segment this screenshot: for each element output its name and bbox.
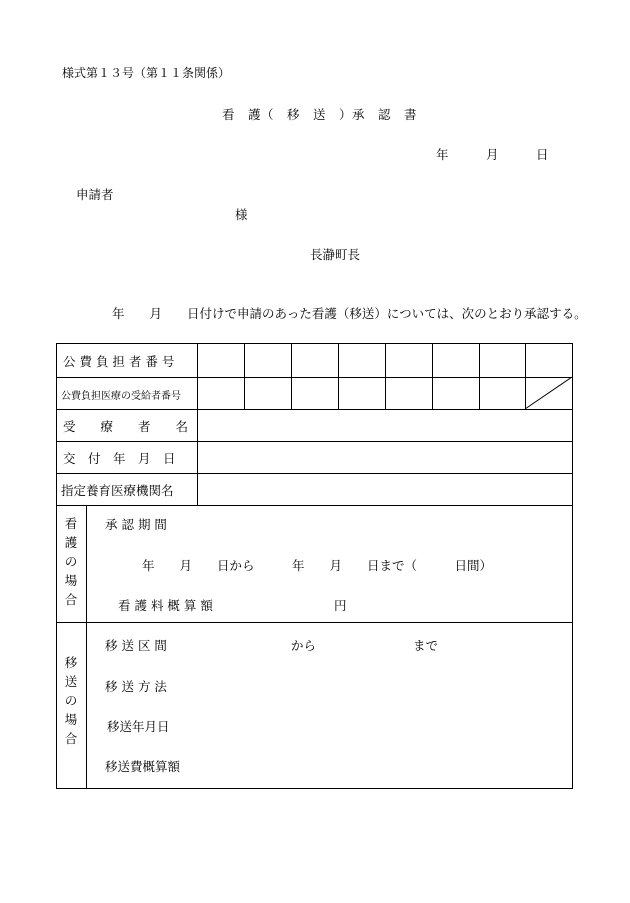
nursing-fee-label: 看 護 料 概 算 額 xyxy=(118,598,213,613)
digit-box-divider xyxy=(338,343,339,410)
statement: 年 月 日付けで申請のあった看護（移送）については、次のとおり承認する。 xyxy=(112,306,587,321)
transport-side-char: 合 xyxy=(64,731,78,746)
approval-period-line: 年 月 日から 年 月 日まで（ 日間） xyxy=(142,558,493,573)
nursing-fee-unit: 円 xyxy=(334,598,347,613)
table-border-bottom xyxy=(56,788,573,789)
public-expense-number-label: 公 費 負 担 者 番 号 xyxy=(63,354,175,369)
approval-period-label: 承 認 期 間 xyxy=(105,517,167,532)
nursing-side-char: の xyxy=(64,554,78,569)
date-line: 年 月 日 xyxy=(436,147,549,162)
issuer: 長瀞町長 xyxy=(310,247,361,262)
nursing-side-char: 合 xyxy=(64,592,78,607)
honorific: 様 xyxy=(235,207,248,222)
digit-box-divider xyxy=(432,343,433,410)
digit-box-divider xyxy=(244,343,245,410)
nursing-side-char: 護 xyxy=(64,535,78,550)
patient-name-label: 受 療 者 名 xyxy=(63,419,189,434)
row-divider xyxy=(56,622,573,623)
issue-date-label: 交 付 年 月 日 xyxy=(63,451,176,466)
transport-section-label: 移 送 区 間 xyxy=(105,638,167,653)
nursing-side-char: 看 xyxy=(64,516,78,531)
diagonal-strike xyxy=(525,377,572,409)
transport-side-char: 場 xyxy=(64,712,78,727)
transport-date-label: 移送年月日 xyxy=(107,719,170,734)
document-title: 看 護（ 移 送 ）承 認 書 xyxy=(222,107,418,122)
digit-box-divider xyxy=(291,343,292,410)
digit-box-divider xyxy=(385,343,386,410)
transport-method-label: 移 送 方 法 xyxy=(105,679,167,694)
transport-from: から xyxy=(291,638,317,653)
transport-side-char: 送 xyxy=(64,674,78,689)
recipient-number-label: 公費負担医療の受給者番号 xyxy=(61,391,181,402)
table-border-right xyxy=(572,343,573,789)
row-divider xyxy=(56,409,573,410)
transport-cost-label: 移送費概算額 xyxy=(105,759,181,774)
table-border-top xyxy=(56,343,573,344)
nursing-side-char: 場 xyxy=(64,573,78,588)
transport-side-char: 移 xyxy=(64,655,78,670)
digit-box-divider xyxy=(479,343,480,410)
transport-side-char: の xyxy=(64,693,78,708)
approval-form-table xyxy=(56,343,573,789)
row-divider xyxy=(56,505,573,506)
form-number: 様式第１３号（第１１条関係） xyxy=(62,66,231,80)
transport-side-label xyxy=(64,653,78,748)
row-divider xyxy=(56,377,573,378)
table-border-left xyxy=(56,343,57,789)
institution-label: 指定養育医療機関名 xyxy=(61,483,174,498)
label-column-divider xyxy=(197,343,198,506)
nursing-side-label xyxy=(64,514,78,609)
transport-to: まで xyxy=(413,638,439,653)
side-label-divider xyxy=(86,505,87,789)
row-divider xyxy=(56,473,573,474)
row-divider xyxy=(56,441,573,442)
applicant-label: 申請者 xyxy=(76,187,114,202)
